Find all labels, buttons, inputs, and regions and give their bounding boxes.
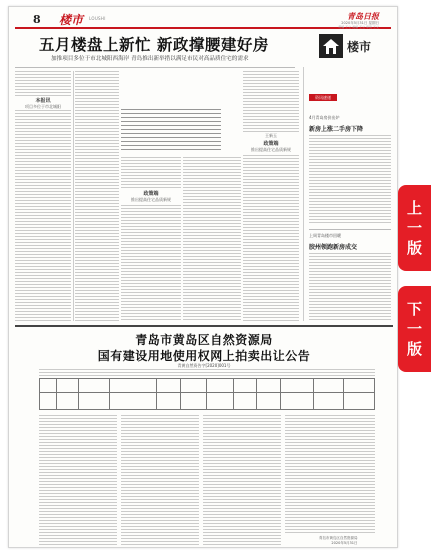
dateline: 2020年5月31日 星期日 bbox=[341, 21, 379, 25]
article-column-5[interactable] bbox=[243, 71, 299, 321]
sidebar-headline[interactable]: 胶州领跑新房成交 bbox=[309, 244, 358, 251]
column-divider bbox=[73, 71, 74, 321]
notice-document-number: 青黄自然资告字[2020]001号 bbox=[177, 363, 231, 368]
next-page-char: 下 bbox=[406, 300, 422, 318]
next-page-char: 版 bbox=[406, 340, 422, 358]
notice-intro bbox=[39, 369, 375, 377]
notice-body-column-4 bbox=[285, 415, 375, 533]
house-icon bbox=[319, 34, 343, 58]
sidebar-section-label: 资讯速递 bbox=[309, 94, 337, 101]
editor-credits: 责编 王立 美编 王立 审读 王义 bbox=[338, 25, 379, 29]
notice-signoff bbox=[319, 536, 358, 546]
newspaper-page bbox=[8, 6, 398, 548]
divider bbox=[15, 67, 295, 68]
masthead-logo: 青岛日报 bbox=[347, 11, 379, 21]
lead-headline[interactable]: 五月楼盘上新忙 新政撑腰建好房 bbox=[39, 35, 269, 54]
page-number: 8 bbox=[33, 13, 41, 26]
column-divider bbox=[303, 67, 304, 321]
article-subhead: 政策端 bbox=[121, 190, 181, 197]
column-subtitle: LOUSHI bbox=[89, 16, 106, 21]
notice-body-column-1 bbox=[39, 415, 117, 547]
article-column-4[interactable] bbox=[183, 157, 241, 321]
article-subhead: 政策端 bbox=[243, 140, 299, 147]
previous-page-button[interactable] bbox=[398, 185, 431, 271]
section-tag-label: 楼市 bbox=[347, 40, 372, 54]
land-parcel-table bbox=[39, 378, 375, 410]
page-header bbox=[15, 11, 391, 29]
notice-signoff-date: 2020年5月31日 bbox=[331, 541, 358, 545]
sidebar-headline[interactable]: 新房上涨二手房下降 bbox=[309, 126, 364, 133]
column-name: 楼市 bbox=[59, 13, 84, 27]
pull-quote bbox=[121, 109, 221, 153]
notice-signoff-org: 青岛市黄岛区自然资源局 bbox=[319, 536, 358, 540]
article-subhead-sub: 推出提高住宅品质新规 bbox=[121, 197, 181, 203]
lead-headline-block[interactable] bbox=[15, 33, 315, 63]
sidebar-article-1[interactable] bbox=[309, 135, 391, 225]
previous-page-char: 一 bbox=[406, 219, 422, 237]
article-column-3[interactable] bbox=[121, 157, 181, 321]
article-byline: 王新玉 bbox=[243, 133, 299, 139]
sidebar-article-2[interactable] bbox=[309, 253, 391, 321]
next-page-char: 一 bbox=[406, 320, 422, 338]
notice-title-line1[interactable]: 青岛市黄岛区自然资源局 bbox=[135, 333, 273, 347]
divider bbox=[309, 229, 391, 230]
article-subhead-sub: 项目多位于市北城阳 bbox=[15, 104, 71, 110]
notice-body-column-3 bbox=[203, 415, 281, 547]
sidebar-kicker[interactable]: 4月青岛房价出炉 bbox=[309, 115, 340, 120]
previous-page-char: 版 bbox=[406, 239, 422, 257]
table-row bbox=[40, 393, 375, 410]
lead-subheadline[interactable]: 加推项目多位于市北城阳西海岸 青岛推出新举措以满足市民对高品质住宅的需求 bbox=[51, 56, 249, 62]
table-row bbox=[40, 379, 375, 393]
next-page-button[interactable] bbox=[398, 286, 431, 372]
article-subhead-sub: 推出提高住宅品质新规 bbox=[243, 147, 299, 153]
notice-title-line2[interactable]: 国有建设用地使用权网上拍卖出让公告 bbox=[97, 349, 311, 363]
section-tag bbox=[317, 33, 387, 59]
sidebar-kicker[interactable]: 上周青岛楼市回暖 bbox=[309, 233, 341, 238]
section-divider bbox=[15, 325, 393, 327]
previous-page-char: 上 bbox=[406, 199, 422, 217]
article-column-2[interactable] bbox=[75, 71, 119, 321]
article-subhead: 本报讯 bbox=[15, 97, 71, 104]
notice-body-column-2 bbox=[121, 415, 199, 547]
